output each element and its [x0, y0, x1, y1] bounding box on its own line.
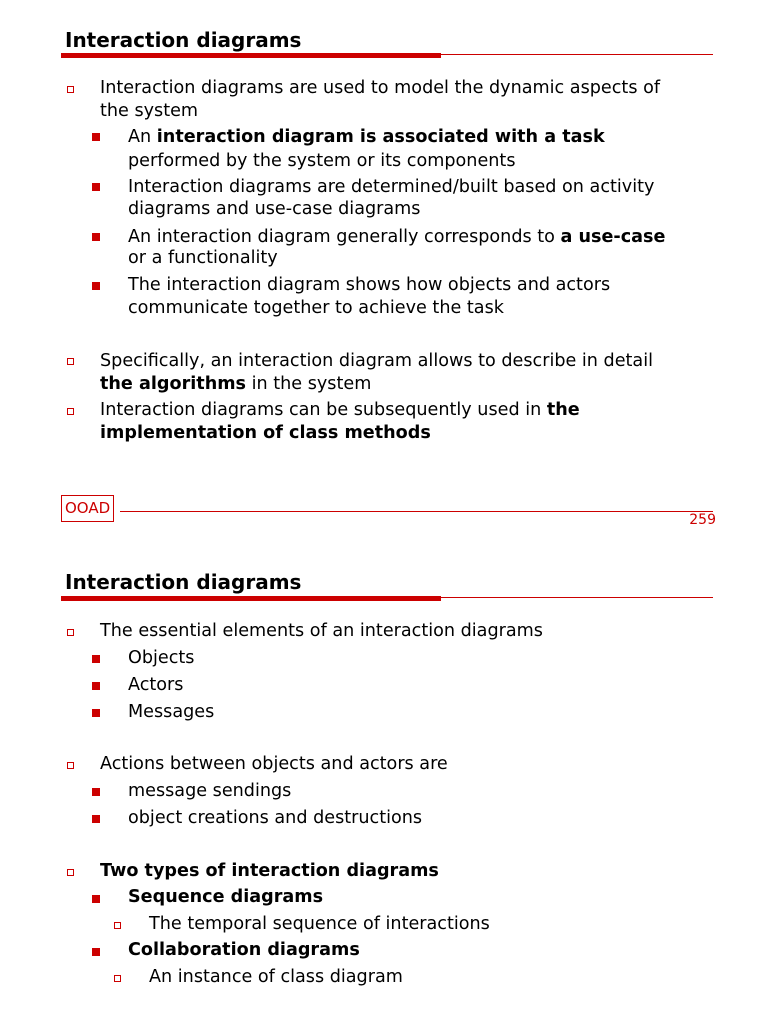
footer-rule	[120, 511, 713, 512]
filled-square-bullet-icon	[92, 948, 100, 956]
sub-bullet-text: message sendings	[128, 781, 292, 801]
sub-bullet-text: An interaction diagram generally corresponds to a use-case	[128, 227, 666, 247]
bullet-text: Interaction diagrams are used to model the dynamic aspects of	[100, 78, 661, 98]
sub-bullet-text: Actors	[128, 675, 184, 695]
slide-2	[0, 530, 768, 1024]
bullet-text: the system	[100, 101, 199, 121]
hollow-square-bullet-icon	[67, 358, 74, 365]
title-rule-thin	[441, 597, 713, 598]
filled-square-bullet-icon	[92, 233, 100, 241]
bullet-text: implementation of class methods	[100, 423, 431, 443]
sub-sub-bullet-text: An instance of class diagram	[149, 967, 403, 987]
filled-square-bullet-icon	[92, 709, 100, 717]
hollow-square-bullet-icon	[114, 975, 121, 982]
filled-square-bullet-icon	[92, 895, 100, 903]
title-rule-thick	[61, 53, 441, 58]
bullet-text: Actions between objects and actors are	[100, 754, 448, 774]
filled-square-bullet-icon	[92, 815, 100, 823]
filled-square-bullet-icon	[92, 788, 100, 796]
bullet-text: Interaction diagrams can be subsequently used in the	[100, 400, 580, 420]
filled-square-bullet-icon	[92, 655, 100, 663]
filled-square-bullet-icon	[92, 282, 100, 290]
hollow-square-bullet-icon	[114, 922, 121, 929]
slide-2-title: Interaction diagrams	[65, 570, 302, 594]
filled-square-bullet-icon	[92, 133, 100, 141]
sub-sub-bullet-text: The temporal sequence of interactions	[149, 914, 490, 934]
filled-square-bullet-icon	[92, 183, 100, 191]
title-rule-thick	[61, 596, 441, 601]
page-number: 259	[689, 512, 716, 528]
sub-bullet-text: object creations and destructions	[128, 808, 423, 828]
sub-bullet-text: communicate together to achieve the task	[128, 298, 504, 318]
sub-bullet-text: or a functionality	[128, 248, 278, 268]
sub-bullet-text: An interaction diagram is associated with a task	[128, 127, 605, 147]
filled-square-bullet-icon	[92, 682, 100, 690]
sub-bullet-text: performed by the system or its components	[128, 151, 516, 171]
sub-bullet-text: Collaboration diagrams	[128, 940, 360, 960]
hollow-square-bullet-icon	[67, 408, 74, 415]
bullet-text: Two types of interaction diagrams	[100, 861, 439, 881]
sub-bullet-text: The interaction diagram shows how objects and actors	[128, 275, 611, 295]
sub-bullet-text: Sequence diagrams	[128, 887, 324, 907]
hollow-square-bullet-icon	[67, 762, 74, 769]
hollow-square-bullet-icon	[67, 86, 74, 93]
slide-1-title: Interaction diagrams	[65, 28, 302, 52]
sub-bullet-text: Objects	[128, 648, 195, 668]
hollow-square-bullet-icon	[67, 869, 74, 876]
footer-label: OOAD	[61, 495, 114, 522]
bullet-text: the algorithms in the system	[100, 374, 372, 394]
bullet-text: The essential elements of an interaction diagrams	[100, 621, 543, 641]
sub-bullet-text: Interaction diagrams are determined/built based on activity	[128, 177, 655, 197]
sub-bullet-text: Messages	[128, 702, 215, 722]
sub-bullet-text: diagrams and use-case diagrams	[128, 199, 421, 219]
hollow-square-bullet-icon	[67, 629, 74, 636]
bullet-text: Specifically, an interaction diagram allows to describe in detail	[100, 351, 653, 371]
title-rule-thin	[441, 54, 713, 55]
